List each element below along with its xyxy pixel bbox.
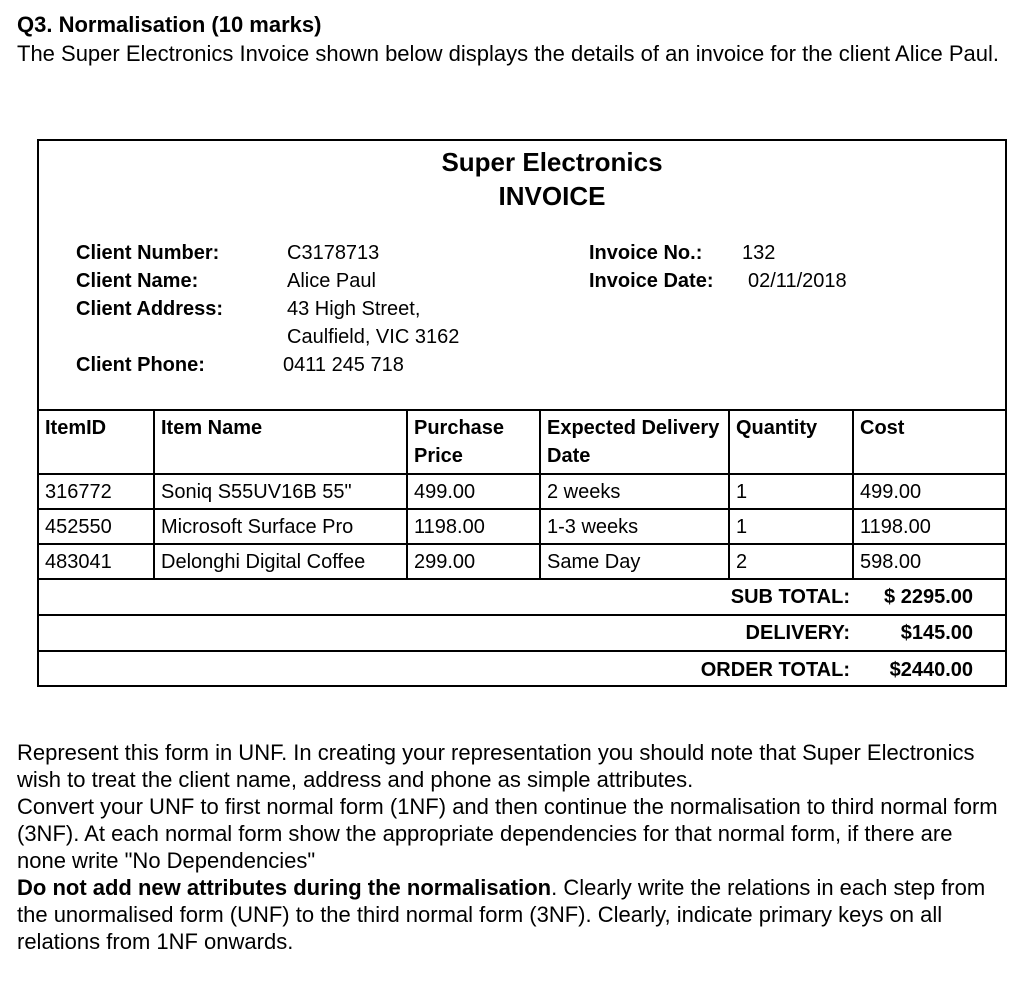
column-header: Cost — [853, 410, 1005, 474]
table-cell: Same Day — [540, 544, 729, 579]
column-header: Expected Delivery Date — [540, 410, 729, 474]
question-intro: The Super Electronics Invoice shown below displays the details of an invoice for the client Alice Paul. — [17, 41, 999, 66]
table-cell: 299.00 — [407, 544, 540, 579]
client-phone-label: Client Phone: — [76, 354, 205, 376]
instruction-bold-text: Do not add new attributes during the normalisation — [17, 875, 552, 900]
instruction-paragraph-2: Convert your UNF to first normal form (1NF) and then continue the normalisation to third normal form (3NF). At each normal form show the appropriate dependencies for that normal form, if there are none write "No Dependencies" — [17, 794, 998, 873]
table-cell: 483041 — [39, 544, 154, 579]
column-header: Quantity — [729, 410, 853, 474]
items-table — [39, 409, 1005, 687]
client-number-label: Client Number: — [76, 242, 220, 264]
client-address-label: Client Address: — [76, 298, 224, 320]
table-cell: 499.00 — [407, 474, 540, 509]
table-row — [39, 544, 1005, 579]
column-header: Item Name — [154, 410, 407, 474]
order-total-value: $2440.00 — [889, 658, 973, 681]
table-cell: 452550 — [39, 509, 154, 544]
table-row — [39, 474, 1005, 509]
invoice-date: 02/11/2018 — [748, 270, 847, 292]
table-cell: 1 — [729, 509, 853, 544]
order-total-row — [39, 651, 1005, 687]
delivery-label: DELIVERY: — [745, 622, 850, 644]
table-cell: 1-3 weeks — [540, 509, 729, 544]
table-cell: 1 — [729, 474, 853, 509]
instructions — [17, 739, 1007, 955]
client-number: C3178713 — [287, 242, 380, 264]
client-name-label: Client Name: — [76, 270, 199, 292]
column-header: Purchase Price — [407, 410, 540, 474]
table-cell: 499.00 — [853, 474, 1005, 509]
table-cell: 2 — [729, 544, 853, 579]
table-row — [39, 509, 1005, 544]
client-name: Alice Paul — [287, 270, 376, 292]
order-total-label: ORDER TOTAL: — [700, 658, 850, 681]
sub-total-label: SUB TOTAL: — [730, 586, 850, 608]
table-header-row — [39, 410, 1005, 474]
client-address-line2: Caulfield, VIC 3162 — [287, 326, 460, 348]
instruction-paragraph-3 — [17, 874, 1007, 955]
delivery-row — [39, 615, 1005, 651]
instruction-paragraph-1: Represent this form in UNF. In creating your representation you should note that Super Electronics wish to treat the client name, address and phone as simple attributes. — [17, 740, 975, 792]
client-phone: 0411 245 718 — [283, 354, 404, 376]
client-address-line1: 43 High Street, — [287, 298, 421, 320]
instruction-text: . Clearly write the relations in each step from the unormalised form (UNF) to the third normal form (3NF). Clearly, indicate primary keys on all relations from 1NF onwards. — [17, 875, 986, 954]
table-cell: 1198.00 — [407, 509, 540, 544]
invoice-title: INVOICE — [498, 181, 606, 211]
table-cell: Delonghi Digital Coffee — [154, 544, 407, 579]
sub-total-value: $ 2295.00 — [884, 586, 973, 608]
invoice-no: 132 — [742, 242, 776, 264]
invoice-no-label: Invoice No.: — [589, 242, 703, 264]
invoice-date-label: Invoice Date: — [589, 270, 714, 292]
delivery-value: $145.00 — [900, 622, 973, 644]
sub-total-row — [39, 579, 1005, 615]
table-cell: 2 weeks — [540, 474, 729, 509]
question-heading: Q3. Normalisation (10 marks) — [17, 12, 322, 37]
table-cell: 316772 — [39, 474, 154, 509]
column-header: ItemID — [39, 410, 154, 474]
table-cell: Microsoft Surface Pro — [154, 509, 407, 544]
company-name: Super Electronics — [441, 147, 663, 177]
table-cell: 598.00 — [853, 544, 1005, 579]
table-cell: 1198.00 — [853, 509, 1005, 544]
table-cell: Soniq S55UV16B 55" — [154, 474, 407, 509]
invoice-box — [37, 139, 1007, 687]
